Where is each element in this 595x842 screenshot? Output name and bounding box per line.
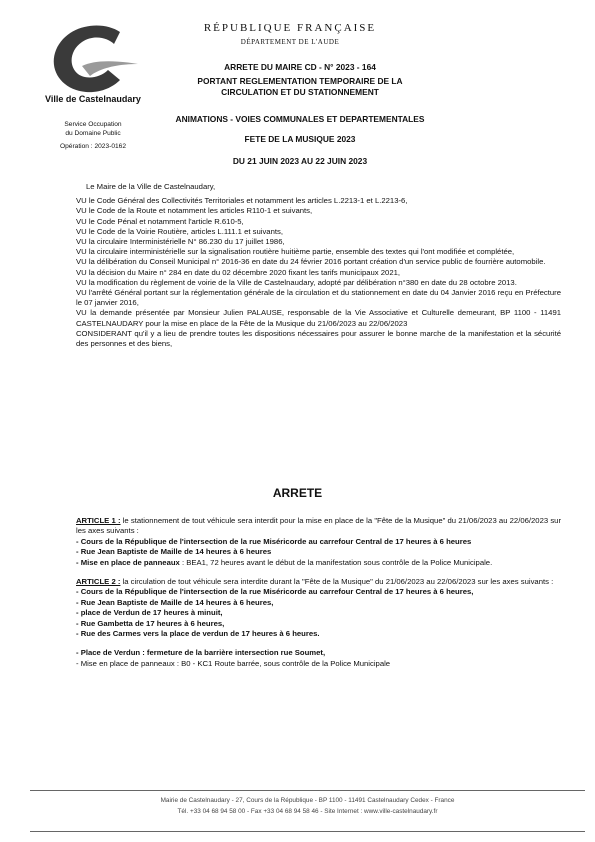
article-1-item3-label: - Mise en place de panneaux: [76, 557, 180, 567]
republic-heading: RÉPUBLIQUE FRANÇAISE: [203, 22, 377, 34]
vu-line: VU la délibération du Conseil Municipal n° 2016-36 en date du 24 février 2016 portant création d'un service public de fourrière automobile.: [76, 257, 546, 267]
mayor-line: Le Maire de la Ville de Castelnaudary,: [86, 182, 216, 191]
vu-line: VU le Code de la Route et notamment les articles R110-1 et suivants,: [76, 206, 313, 216]
considerant-line: CONSIDERANT qu'il y a lieu de prendre toutes les dispositions nécessaires pour assurer le bonne marche de la manifestation et la sécurité des personnes et des biens,: [76, 328, 561, 349]
decree-dates: DU 21 JUIN 2023 AU 22 JUIN 2023: [232, 156, 368, 166]
article-2-label: ARTICLE 2 :: [76, 577, 121, 587]
footer-contact: Tél. +33 04 68 94 58 00 - Fax +33 04 68 94 58 46 - Site Internet : www.ville-castelnaudary.fr: [177, 808, 438, 815]
vu-line: VU le Code de la Voirie Routière, articles L.111.1 et suivants,: [76, 226, 283, 236]
article-2-intro: [76, 577, 561, 587]
article-1-item3-text: : BEA1, 72 heures avant le début de la manifestation sous contrôle de la Police Municipale.: [179, 557, 493, 567]
article-2-text: la circulation de tout véhicule sera interdite durant la "Fête de la Musique" du 21/06/2023 au 22/06/2023 sur les axes suivants :: [120, 577, 554, 587]
vu-line: VU la décision du Maire n° 284 en date du 02 décembre 2020 fixant les tarifs municipaux 2021,: [76, 267, 401, 277]
article-2-item: - Cours de la République de l'intersection de la rue Miséricorde au carrefour Central de 17 heures à 6 heures,: [76, 587, 474, 597]
page-footer: [30, 790, 585, 832]
article-2-item: - Rue Jean Baptiste de Maille de 14 heures à 6 heures,: [76, 597, 274, 607]
article-2-item6-label: - Place de Verdun: [76, 648, 141, 658]
article-1-intro: [76, 516, 561, 537]
article-2-item: - Mise en place de panneaux : B0 - KC1 Route barrée, sous contrôle de la Police Municipale: [76, 658, 391, 668]
article-1-item: - Rue Jean Baptiste de Maille de 14 heures à 6 heures: [76, 547, 272, 557]
preamble: [76, 182, 561, 349]
article-2-item: [76, 648, 561, 658]
article-1-item: [76, 558, 561, 568]
decree-event: FETE DE LA MUSIQUE 2023: [244, 134, 356, 144]
article-2-item: - Rue des Carmes vers la place de verdun de 17 heures à 6 heures.: [76, 629, 320, 639]
article-2-item: - Rue Gambetta de 17 heures à 6 heures,: [76, 618, 225, 628]
vu-line: VU la circulaire Interministérielle N° 86.230 du 17 juillet 1986,: [76, 237, 285, 247]
vu-line: VU la demande présentée par Monsieur Julien PALAUSE, responsable de la Vie Associative et Culturelle demeurant, BP 1100 - 11491 CASTELNAUDARY pour la mise en place de la Fête de la Musique du 21/06/2023 au 22/06/2023: [76, 308, 561, 328]
service-line-2: du Domaine Public: [65, 130, 121, 137]
article-2-item6-text: : fermeture de la barrière intersection rue Soumet,: [140, 648, 326, 658]
city-name: Ville de Castelnaudary: [45, 94, 141, 104]
article-2-item: - place de Verdun de 17 heures à minuit,: [76, 608, 223, 618]
vu-line: VU la circulaire interministérielle sur la signalisation routière huitième partie, ensemble des textes qui l'ont modifiée et complétée,: [76, 247, 515, 257]
article-1-text: le stationnement de tout véhicule sera interdit pour la mise en place de la "Fête de la Musique" du 21/06/2023 au 22/06/2023 sur les axes suivants :: [76, 516, 561, 536]
operation-number: Opération : 2023-0162: [60, 143, 126, 150]
article-1-item: - Cours de la République de l'intersection de la rue Miséricorde au carrefour Central de 17 heures à 6 heures: [76, 536, 472, 546]
article-1-label: ARTICLE 1 :: [76, 516, 121, 525]
service-line-1: Service Occupation: [64, 121, 122, 128]
vu-line: VU l'arrêté Général portant sur la réglementation générale de la circulation et du stationnement en date du 04 Janvier 2016 reçu en Préfecture le 07 janvier 2016,: [76, 288, 561, 308]
department-heading: DÉPARTEMENT DE L'AUDE: [240, 38, 340, 46]
articles: [76, 516, 561, 669]
decree-animations: ANIMATIONS - VOIES COMMUNALES ET DEPARTEMENTALES: [175, 114, 425, 124]
castelnaudary-logo-icon: [42, 22, 142, 94]
decree-number: ARRETE DU MAIRE CD - N° 2023 - 164: [224, 62, 376, 72]
vu-line: VU le Code Général des Collectivités Territoriales et notamment les articles L.2213-1 et L.2213-6,: [76, 196, 408, 206]
arrete-title: ARRETE: [272, 486, 323, 500]
vu-line: VU le Code Pénal et notamment l'article R.610-5,: [76, 216, 244, 226]
footer-address: Mairie de Castelnaudary - 27, Cours de la République - BP 1100 - 11491 Castelnaudary Cedex - France: [160, 797, 455, 804]
service-block: [28, 120, 158, 151]
vu-line: VU la modification du règlement de voirie de la Ville de Castelnaudary, adopté par délibération n°380 en date du 28 octobre 2013.: [76, 277, 517, 287]
decree-purpose: PORTANT REGLEMENTATION TEMPORAIRE DE LA CIRCULATION ET DU STATIONNEMENT: [197, 76, 403, 97]
